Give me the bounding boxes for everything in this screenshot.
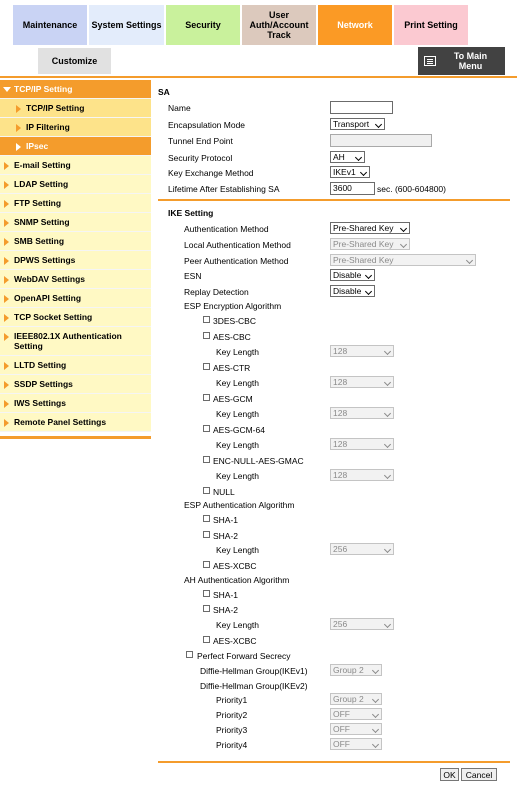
tab-label: User Auth/Account Track: [249, 10, 309, 40]
chevron-right-icon: [4, 181, 9, 189]
chevron-right-icon: [4, 238, 9, 246]
to-main-menu-button[interactable]: [418, 47, 505, 75]
select-value: 128: [333, 377, 348, 387]
ah-auth-sha1-checkbox[interactable]: [203, 590, 210, 597]
select-value: Pre-Shared Key: [333, 223, 394, 233]
sidebar-bottom-border: [0, 436, 151, 439]
name-input[interactable]: [330, 101, 393, 114]
select-value: Group 2: [333, 665, 364, 675]
select-value: 128: [333, 408, 348, 418]
dh-ikev1-label: Diffie-Hellman Group(IKEv1): [200, 666, 308, 676]
key-length-label: Key Length: [216, 545, 260, 555]
ah-auth-title: AH Authentication Algorithm: [184, 575, 290, 585]
sidebar-item-lltd-setting[interactable]: [0, 356, 151, 375]
chevron-right-icon: [4, 314, 9, 322]
sidebar-subitem-ipsec[interactable]: [0, 137, 151, 156]
chevron-right-icon: [16, 143, 21, 151]
sidebar-item-label: OpenAPI Setting: [14, 293, 82, 303]
priority2-select[interactable]: [330, 708, 382, 720]
select-value: OFF: [333, 739, 350, 749]
esp-enc-null-aes-gmac-checkbox[interactable]: [203, 456, 210, 463]
sidebar-item-ldap-setting[interactable]: [0, 175, 151, 194]
sidebar-item-smb-setting[interactable]: [0, 232, 151, 251]
esp-enc-aes-ctr-label: AES-CTR: [213, 363, 251, 373]
select-value: 128: [333, 346, 348, 356]
esn-label: ESN: [184, 271, 202, 281]
lifetime-input[interactable]: 3600: [330, 182, 375, 195]
sidebar-item-label: TCP Socket Setting: [14, 312, 93, 322]
esp-enc-aes-gcm-checkbox[interactable]: [203, 394, 210, 401]
tab-label: Security: [185, 20, 221, 30]
tab-network[interactable]: [317, 4, 393, 46]
local-auth-method-label: Local Authentication Method: [184, 240, 291, 250]
chevron-down-icon: [360, 169, 367, 176]
sidebar-item-ieee8021x-setting[interactable]: [0, 327, 151, 356]
chevron-down-icon: [372, 726, 379, 733]
tab-label: Network: [337, 20, 373, 30]
tab-customize[interactable]: [37, 47, 112, 75]
chevron-down-icon: [384, 621, 391, 628]
encapsulation-mode-label: Encapsulation Mode: [168, 120, 246, 130]
header-divider: [0, 76, 517, 78]
footer-divider: [158, 761, 510, 763]
chevron-right-icon: [4, 333, 9, 341]
sidebar: [0, 80, 151, 439]
chevron-right-icon: [4, 162, 9, 170]
lifetime-label: Lifetime After Establishing SA: [168, 184, 280, 194]
chevron-right-icon: [4, 419, 9, 427]
dh-ikev1-select[interactable]: [330, 664, 382, 676]
chevron-down-icon: [372, 741, 379, 748]
select-value: OFF: [333, 709, 350, 719]
chevron-down-icon: [466, 257, 473, 264]
sidebar-item-tcp-socket-setting[interactable]: [0, 308, 151, 327]
ah-auth-aes-xcbc-checkbox[interactable]: [203, 636, 210, 643]
aes-gcm-key-length-select[interactable]: [330, 407, 394, 419]
key-length-label: Key Length: [216, 378, 260, 388]
esp-auth-sha2-checkbox[interactable]: [203, 531, 210, 538]
select-value: IKEv1: [333, 167, 356, 177]
chevron-down-icon: [400, 225, 407, 232]
key-length-label: Key Length: [216, 471, 260, 481]
cancel-button[interactable]: Cancel: [461, 768, 497, 781]
chevron-down-icon: [3, 87, 11, 92]
to-main-menu-label: To Main Menu: [453, 51, 488, 71]
key-length-label: Key Length: [216, 347, 260, 357]
sidebar-subitem-tcpip-setting[interactable]: [0, 99, 151, 118]
tab-label: Print Setting: [404, 20, 458, 30]
chevron-down-icon: [384, 379, 391, 386]
aes-ctr-key-length-select[interactable]: [330, 376, 394, 388]
priority4-label: Priority4: [216, 740, 248, 750]
security-protocol-label: Security Protocol: [168, 153, 233, 163]
select-value: OFF: [333, 724, 350, 734]
esp-enc-3des-label: 3DES-CBC: [213, 316, 256, 326]
esp-enc-aes-ctr-checkbox[interactable]: [203, 363, 210, 370]
chevron-right-icon: [4, 257, 9, 265]
encapsulation-mode-select[interactable]: [330, 118, 385, 130]
select-value: 256: [333, 619, 348, 629]
tab-label: Maintenance: [22, 20, 78, 30]
ike-section-title: IKE Setting: [168, 208, 214, 218]
chevron-down-icon: [372, 696, 379, 703]
tab-user-auth[interactable]: [241, 4, 317, 46]
sidebar-item-label: FTP Setting: [14, 198, 62, 208]
sidebar-item-label: TCP/IP Setting: [26, 103, 85, 113]
sidebar-item-label: IP Filtering: [26, 122, 70, 132]
tab-maintenance[interactable]: [12, 4, 88, 46]
sidebar-item-label: WebDAV Settings: [14, 274, 85, 284]
esp-enc-aes-gcm-64-label: AES-GCM-64: [213, 425, 265, 435]
replay-detection-label: Replay Detection: [184, 287, 249, 297]
sidebar-item-openapi-setting[interactable]: [0, 289, 151, 308]
sidebar-item-label: LDAP Setting: [14, 179, 69, 189]
esp-enc-null-checkbox[interactable]: [203, 487, 210, 494]
chevron-down-icon: [400, 241, 407, 248]
priority3-select[interactable]: [330, 723, 382, 735]
tab-print-setting[interactable]: [393, 4, 469, 46]
select-value: Transport: [333, 119, 370, 129]
select-value: Disable: [333, 270, 362, 280]
pfs-label: Perfect Forward Secrecy: [197, 651, 291, 661]
esp-enc-aes-cbc-label: AES-CBC: [213, 332, 251, 342]
esp-auth-aes-xcbc-label: AES-XCBC: [213, 561, 257, 571]
esp-enc-null-label: NULL: [213, 487, 235, 497]
tab-label: Customize: [51, 56, 98, 66]
chevron-down-icon: [384, 546, 391, 553]
select-value: 256: [333, 544, 348, 554]
sidebar-item-label: SNMP Setting: [14, 217, 70, 227]
priority3-label: Priority3: [216, 725, 248, 735]
ah-auth-aes-xcbc-label: AES-XCBC: [213, 636, 257, 646]
sidebar-item-label: E-mail Setting: [14, 160, 71, 170]
local-auth-method-select[interactable]: [330, 238, 410, 250]
sidebar-subitem-ip-filtering[interactable]: [0, 118, 151, 137]
chevron-down-icon: [365, 272, 372, 279]
sidebar-item-label: LLTD Setting: [14, 360, 67, 370]
sidebar-item-label: SSDP Settings: [14, 379, 73, 389]
key-length-label: Key Length: [216, 440, 260, 450]
tab-label: System Settings: [91, 20, 162, 30]
key-length-label: Key Length: [216, 409, 260, 419]
null-aes-gmac-key-length-select[interactable]: [330, 469, 394, 481]
auth-method-select[interactable]: [330, 222, 410, 234]
peer-auth-method-select[interactable]: [330, 254, 476, 266]
esp-enc-null-aes-gmac-label: ENC-NULL-AES-GMAC: [213, 456, 304, 466]
select-value: Disable: [333, 286, 362, 296]
chevron-down-icon: [384, 348, 391, 355]
sidebar-item-label: DPWS Settings: [14, 255, 76, 265]
priority1-label: Priority1: [216, 695, 248, 705]
esp-auth-title: ESP Authentication Algorithm: [184, 500, 295, 510]
lifetime-unit-label: sec. (600-604800): [377, 184, 446, 194]
select-value: AH: [333, 152, 345, 162]
chevron-right-icon: [4, 400, 9, 408]
sidebar-item-label: IWS Settings: [14, 398, 66, 408]
sidebar-item-dpws-settings[interactable]: [0, 251, 151, 270]
sa-section-title: SA: [158, 87, 170, 97]
esp-enc-3des-checkbox[interactable]: [203, 316, 210, 323]
chevron-right-icon: [4, 381, 9, 389]
esp-auth-sha1-checkbox[interactable]: [203, 515, 210, 522]
chevron-down-icon: [355, 154, 362, 161]
esp-auth-sha2-label: SHA-2: [213, 531, 239, 541]
sidebar-item-snmp-setting[interactable]: [0, 213, 151, 232]
sidebar-item-email-setting[interactable]: [0, 156, 151, 175]
chevron-down-icon: [375, 121, 382, 128]
chevron-down-icon: [372, 711, 379, 718]
auth-method-label: Authentication Method: [184, 224, 269, 234]
chevron-right-icon: [16, 105, 21, 113]
key-length-label: Key Length: [216, 620, 260, 630]
tab-security[interactable]: [165, 4, 241, 46]
tunnel-end-point-label: Tunnel End Point: [168, 136, 233, 146]
aes-gcm-64-key-length-select[interactable]: [330, 438, 394, 450]
esp-enc-aes-gcm-label: AES-GCM: [213, 394, 253, 404]
chevron-down-icon: [384, 410, 391, 417]
chevron-down-icon: [384, 441, 391, 448]
priority1-select[interactable]: [330, 693, 382, 705]
sidebar-item-label: Remote Panel Settings: [14, 417, 107, 427]
pfs-checkbox[interactable]: [186, 651, 193, 658]
esp-auth-sha1-label: SHA-1: [213, 515, 239, 525]
tunnel-end-point-input[interactable]: [330, 134, 432, 147]
security-protocol-select[interactable]: [330, 151, 365, 163]
ah-auth-sha1-label: SHA-1: [213, 590, 239, 600]
sidebar-item-label: SMB Setting: [14, 236, 65, 246]
sidebar-item-tcpip-setting[interactable]: [0, 80, 151, 99]
sidebar-item-webdav-settings[interactable]: [0, 270, 151, 289]
aes-cbc-key-length-select[interactable]: [330, 345, 394, 357]
key-exchange-method-label: Key Exchange Method: [168, 168, 254, 178]
name-label: Name: [168, 103, 191, 113]
chevron-down-icon: [372, 667, 379, 674]
section-divider: [158, 199, 510, 201]
sidebar-item-label: TCP/IP Setting: [14, 84, 73, 94]
sidebar-item-ssdp-settings[interactable]: [0, 375, 151, 394]
peer-auth-method-label: Peer Authentication Method: [184, 256, 289, 266]
select-value: Group 2: [333, 694, 364, 704]
chevron-down-icon: [365, 288, 372, 295]
sidebar-item-remote-panel-settings[interactable]: [0, 413, 151, 432]
key-exchange-method-select[interactable]: [330, 166, 370, 178]
ah-auth-sha2-label: SHA-2: [213, 605, 239, 615]
chevron-right-icon: [4, 219, 9, 227]
esp-auth-key-length-select[interactable]: [330, 543, 394, 555]
chevron-right-icon: [4, 200, 9, 208]
priority2-label: Priority2: [216, 710, 248, 720]
select-value: Pre-Shared Key: [333, 255, 394, 265]
select-value: 128: [333, 470, 348, 480]
dh-ikev2-label: Diffie-Hellman Group(IKEv2): [200, 681, 308, 691]
select-value: 128: [333, 439, 348, 449]
esp-auth-aes-xcbc-checkbox[interactable]: [203, 561, 210, 568]
sidebar-item-ftp-setting[interactable]: [0, 194, 151, 213]
esn-select[interactable]: [330, 269, 375, 281]
ah-auth-sha2-checkbox[interactable]: [203, 605, 210, 612]
sidebar-item-iws-settings[interactable]: [0, 394, 151, 413]
chevron-right-icon: [4, 295, 9, 303]
chevron-right-icon: [16, 124, 21, 132]
esp-encryption-title: ESP Encryption Algorithm: [184, 301, 282, 311]
priority4-select[interactable]: [330, 738, 382, 750]
esp-enc-aes-gcm-64-checkbox[interactable]: [203, 425, 210, 432]
chevron-down-icon: [384, 472, 391, 479]
replay-detection-select[interactable]: [330, 285, 375, 297]
ah-auth-key-length-select[interactable]: [330, 618, 394, 630]
ok-button[interactable]: OK: [440, 768, 459, 781]
chevron-right-icon: [4, 276, 9, 284]
sidebar-item-label: IEEE802.1X Authentication Setting: [14, 331, 122, 351]
tab-system-settings[interactable]: [88, 4, 165, 46]
chevron-right-icon: [4, 362, 9, 370]
esp-enc-aes-cbc-checkbox[interactable]: [203, 332, 210, 339]
select-value: Pre-Shared Key: [333, 239, 394, 249]
menu-icon: [424, 56, 436, 66]
sidebar-item-label: IPsec: [26, 141, 49, 151]
